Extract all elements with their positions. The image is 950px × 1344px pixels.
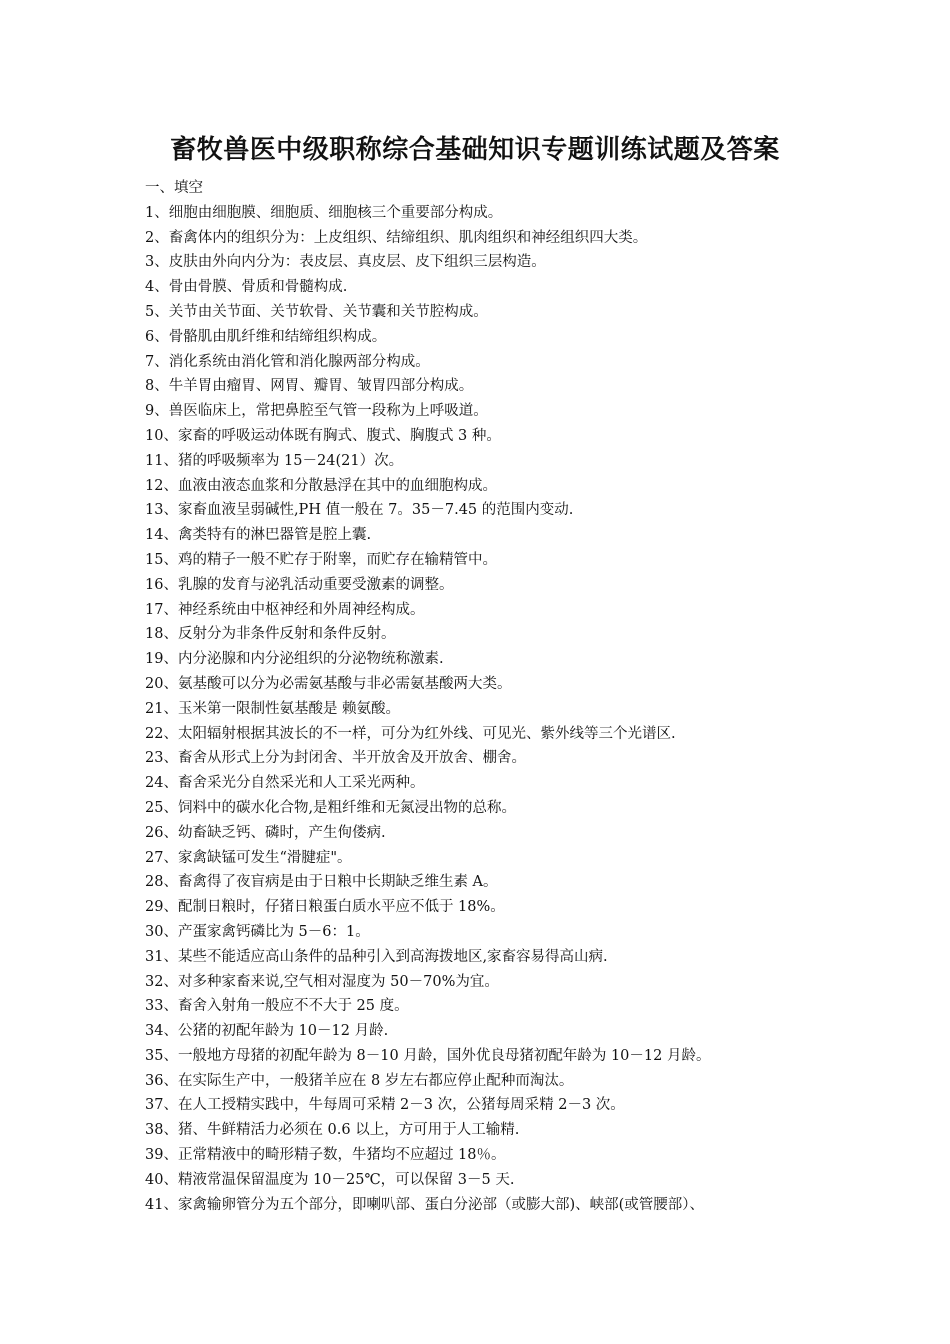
list-item: 33、畜舍入射角一般应不不大于 25 度。 [145, 998, 409, 1015]
list-item: 5、关节由关节面、关节软骨、关节囊和关节腔构成。 [145, 303, 488, 320]
list-item: 32、对多种家畜来说,空气相对湿度为 50－70%为宜。 [145, 973, 499, 990]
list-item: 1、细胞由细胞膜、细胞质、细胞核三个重要部分构成。 [145, 204, 503, 221]
document-title: 畜牧兽医中级职称综合基础知识专题训练试题及答案 [170, 135, 780, 165]
list-item: 38、猪、牛鲜精活力必须在 0.6 以上，方可用于人工输精. [145, 1122, 520, 1139]
list-item: 9、兽医临床上，常把鼻腔至气管一段称为上呼吸道。 [145, 403, 488, 420]
list-item: 23、畜舍从形式上分为封闭舍、半开放舍及开放舍、棚舍。 [145, 750, 526, 767]
list-item: 36、在实际生产中，一般猪羊应在 8 岁左右都应停止配种而淘汰。 [145, 1072, 574, 1089]
list-item: 27、家禽缺锰可发生“滑腱症"。 [145, 849, 352, 866]
list-item: 41、家禽输卵管分为五个部分，即喇叭部、蛋白分泌部（或膨大部)、峡部(或管腰部）、 [145, 1196, 705, 1213]
list-item: 26、幼畜缺乏钙、磷时，产生佝偻病. [145, 824, 386, 841]
list-item: 19、内分泌腺和内分泌组织的分泌物统称激素. [145, 651, 444, 668]
list-item: 35、一般地方母猪的初配年龄为 8－10 月龄，国外优良母猪初配年龄为 10－12 月龄。 [145, 1047, 711, 1064]
list-item: 37、在人工授精实践中，牛每周可采精 2－3 次，公猪每周采精 2－3 次。 [145, 1097, 625, 1114]
list-item: 10、家畜的呼吸运动体既有胸式、腹式、胸腹式 3 种。 [145, 427, 501, 444]
list-item: 40、精液常温保留温度为 10－25℃，可以保留 3－5 天. [145, 1171, 515, 1188]
list-item: 34、公猪的初配年龄为 10－12 月龄. [145, 1023, 389, 1040]
list-item: 12、血液由液态血浆和分散悬浮在其中的血细胞构成。 [145, 477, 497, 494]
list-item: 11、猪的呼吸频率为 15－24(21）次。 [145, 452, 404, 469]
list-item: 8、牛羊胃由瘤胃、网胃、瓣胃、皱胃四部分构成。 [145, 378, 474, 395]
list-item: 21、玉米第一限制性氨基酸是 赖氨酸。 [145, 700, 401, 717]
list-item: 31、某些不能适应高山条件的品种引入到高海拨地区,家畜容易得高山病. [145, 948, 608, 965]
list-item: 4、骨由骨膜、骨质和骨髓构成. [145, 279, 348, 296]
list-item: 30、产蛋家禽钙磷比为 5－6：1。 [145, 923, 370, 940]
list-item: 2、畜禽体内的组织分为：上皮组织、结缔组织、肌肉组织和神经组织四大类。 [145, 229, 648, 246]
list-item: 7、消化系统由消化管和消化腺两部分构成。 [145, 353, 430, 370]
list-item: 13、家畜血液呈弱碱性,PH 值一般在 7。35－7.45 的范围内变动. [145, 502, 574, 519]
list-item: 18、反射分为非条件反射和条件反射。 [145, 626, 396, 643]
document-body [145, 176, 845, 1217]
list-item: 17、神经系统由中枢神经和外周神经构成。 [145, 601, 425, 618]
list-item: 39、正常精液中的畸形精子数，牛猪均不应超过 18％。 [145, 1147, 506, 1164]
list-item: 20、氨基酸可以分为必需氨基酸与非必需氨基酸两大类。 [145, 675, 512, 692]
list-item: 28、畜禽得了夜盲病是由于日粮中长期缺乏维生素 A。 [145, 874, 498, 891]
list-item: 14、禽类特有的淋巴器管是腔上囊. [145, 527, 372, 544]
list-item: 25、饲料中的碳水化合物,是粗纤维和无氮浸出物的总称。 [145, 799, 517, 816]
list-item: 3、皮肤由外向内分为：表皮层、真皮层、皮下组织三层构造。 [145, 254, 546, 271]
list-item: 6、骨骼肌由肌纤维和结缔组织构成。 [145, 328, 387, 345]
list-item: 16、乳腺的发育与泌乳活动重要受激素的调整。 [145, 576, 454, 593]
list-item: 29、配制日粮时，仔猪日粮蛋白质水平应不低于 18%。 [145, 899, 505, 916]
list-item: 22、太阳辐射根据其波长的不一样，可分为红外线、可见光、紫外线等三个光谱区. [145, 725, 676, 742]
section-heading: 一、填空 [145, 180, 203, 196]
list-item: 24、畜舍采光分自然采光和人工采光两种。 [145, 775, 425, 792]
list-item: 15、鸡的精子一般不贮存于附睾，而贮存在输精管中。 [145, 551, 497, 568]
